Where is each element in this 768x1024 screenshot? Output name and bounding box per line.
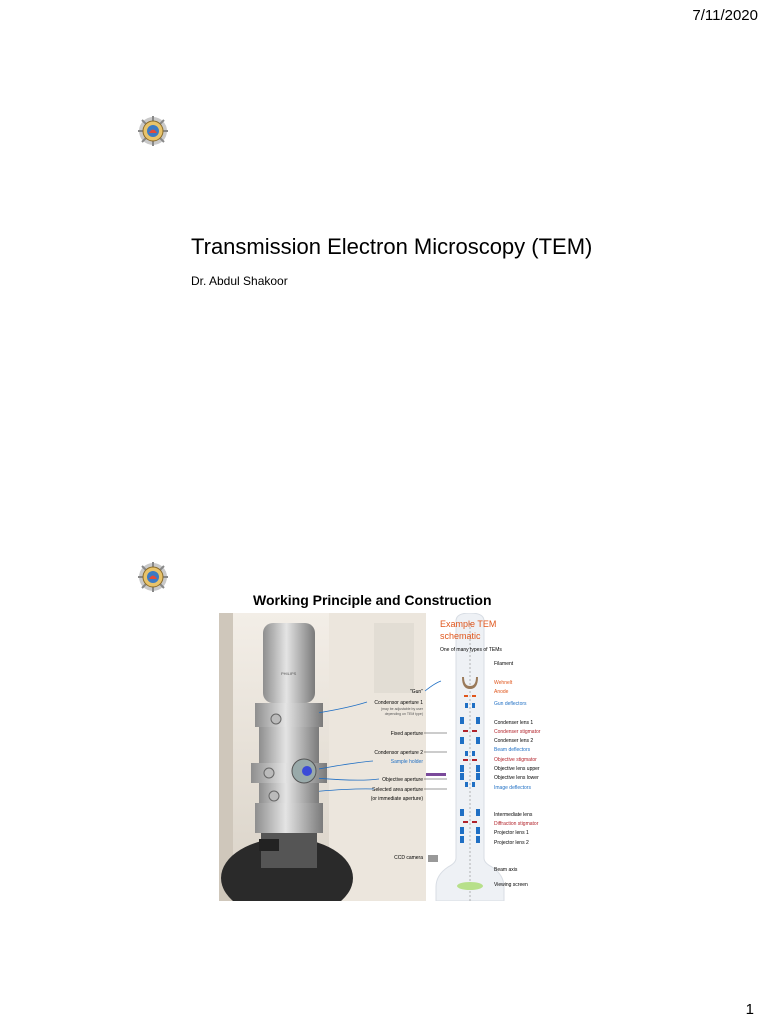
schematic-subheading: One of many types of TEMs [440,647,502,653]
label-filament: Filament [494,661,514,667]
page-number: 1 [745,1001,754,1018]
label-image-deflectors: Image deflectors [494,785,531,791]
label-objective-lens-lower: Objective lens lower [494,775,539,781]
date-text: 7/11/2020 [692,7,758,24]
label-viewing-screen: Viewing screen [494,882,528,888]
label-anode: Anode [494,689,509,695]
photo-brand-label: PHILIPS [281,671,297,676]
slide-title: Transmission Electron Microscopy (TEM) [191,234,593,259]
university-logo [138,562,168,592]
schematic-heading-line1: Example TEM [440,619,497,629]
label-condenser-stigmator: Condenser stigmator [494,729,541,735]
label-gun: "Gun" [409,689,423,695]
label-condenser-aperture-2: Condensor aperture 2 [374,750,423,756]
label-beam-axis: Beam axis [494,867,518,873]
label-wehnelt: Wehnelt [494,680,513,686]
university-logo [138,116,168,146]
label-diffraction-stigmator: Diffraction stigmator [494,821,539,827]
label-objective-lens-upper: Objective lens upper [494,766,540,772]
label-gun-deflectors: Gun deflectors [494,701,527,707]
tem-figure [219,613,557,901]
schematic-heading-line2: schematic [440,631,481,641]
label-cond-ap-note1: (may be adjustable by user [380,707,423,711]
label-fixed-aperture: Fixed aperture [390,731,423,737]
label-ccd-camera: CCD camera [394,855,423,861]
label-selected-area-note: (or immediate aperture) [370,796,423,802]
label-sample-holder: Sample holder [390,759,423,765]
label-cond-ap-note2: depending on TEM type) [384,712,423,716]
label-condenser-aperture-1: Condensor aperture 1 [374,700,423,706]
label-projector-lens-1: Projector lens 1 [494,830,529,836]
label-condenser-lens-2: Condenser lens 2 [494,738,534,744]
author-name: Dr. Abdul Shakoor [191,274,288,288]
label-beam-deflectors: Beam deflectors [494,747,531,753]
slide-title: Working Principle and Construction [253,592,492,608]
label-objective-stigmator: Objective stigmator [494,757,537,763]
label-objective-aperture: Objective aperture [382,777,423,783]
label-condenser-lens-1: Condenser lens 1 [494,720,534,726]
label-projector-lens-2: Projector lens 2 [494,840,529,846]
label-selected-area-aperture: Selected area aperture [372,787,423,793]
left-labels [319,613,449,901]
label-intermediate-lens: Intermediate lens [494,812,533,818]
